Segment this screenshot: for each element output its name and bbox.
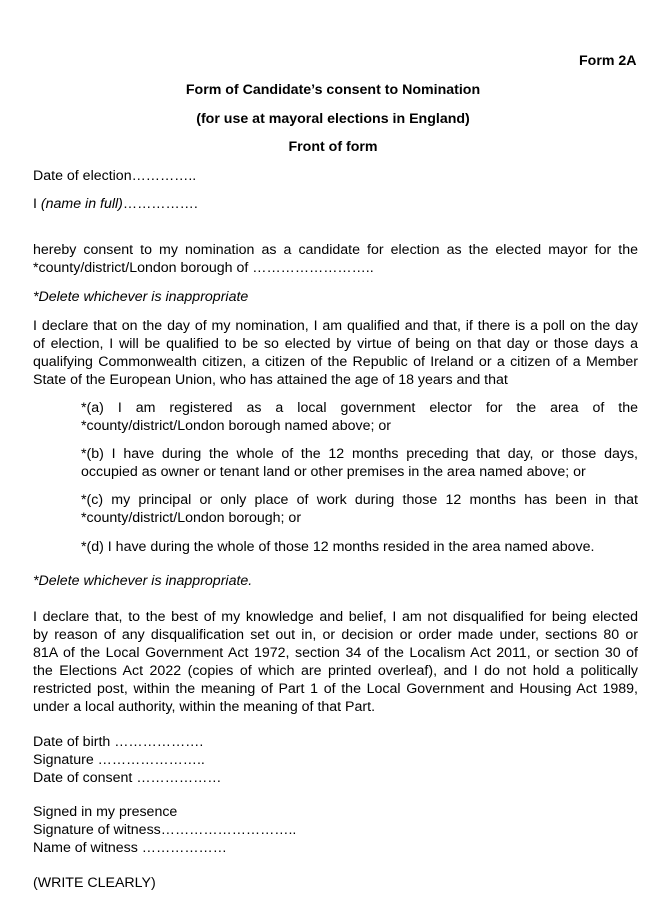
declaration-line: of election, I will be qualified to be so elected by virtue of being on that day or those days a	[33, 336, 638, 352]
consent-line: hereby consent to my nomination as a candidate for election as the elected mayor for the	[33, 242, 638, 258]
form-side-label: Front of form	[288, 139, 378, 155]
option-line: *county/district/London borough named above; or	[81, 418, 391, 434]
declaration-line: restricted post, within the meaning of Part 1 of the Local Government and Housing Act 1989,	[33, 681, 638, 697]
declaration-line: I declare that on the day of my nomination, I am qualified and that, if there is a poll on the day	[33, 318, 638, 334]
date-of-birth-field: Date of birth ……………….	[33, 734, 204, 750]
declaration-line: I declare that, to the best of my knowledge and belief, I am not disqualified for being elected	[33, 609, 638, 625]
full-name-label: (name in full)	[40, 196, 123, 212]
signature-field: Signature …………………..	[33, 752, 205, 768]
write-clearly-note: (WRITE CLEARLY)	[33, 875, 156, 891]
form-subtitle: (for use at mayoral elections in England)	[196, 111, 470, 127]
date-of-election-field: Date of election…………..	[33, 168, 197, 184]
witness-name-field: Name of witness ………………	[33, 840, 227, 856]
consent-paragraph	[33, 241, 638, 277]
option-line: *(a) I am registered as a local government elector for the area of the	[81, 400, 638, 416]
disqualification-declaration	[33, 608, 638, 716]
declaration-line: by reason of any disqualification set out in, or decision or order made under, sections 80 or	[33, 627, 638, 643]
option-d	[81, 538, 638, 556]
consent-line: *county/district/London borough of ……………………..	[33, 260, 374, 276]
signed-in-presence-label: Signed in my presence	[33, 804, 178, 820]
option-b	[81, 445, 638, 481]
candidate-signature-block	[33, 733, 221, 787]
option-line: *(b) I have during the whole of the 12 months preceding that day, or those days,	[81, 446, 638, 462]
full-name-dots: …………….	[122, 196, 198, 212]
qualification-declaration	[33, 317, 638, 389]
option-a	[81, 399, 638, 435]
option-c	[81, 491, 638, 527]
declaration-line: under a local authority, within the meaning of that Part.	[33, 699, 376, 715]
option-line: occupied as owner or tenant land or other premises in the area named above; or	[81, 464, 586, 480]
date-of-consent-field: Date of consent ………………	[33, 770, 222, 786]
option-line: *(c) my principal or only place of work during those 12 months has been in that	[81, 492, 638, 508]
option-line: *county/district/London borough; or	[81, 510, 302, 526]
delete-note: *Delete whichever is inappropriate	[33, 289, 249, 305]
witness-block	[33, 803, 296, 857]
declaration-line: 81A of the Local Government Act 1972, section 34 of the Localism Act 2011, or section 30 of	[33, 645, 638, 661]
full-name-field	[33, 196, 198, 212]
option-line: *(d) I have during the whole of those 12 months resided in the area named above.	[81, 539, 595, 555]
form-title: Form of Candidate’s consent to Nomination	[185, 82, 481, 98]
full-name-prefix: I	[33, 196, 41, 212]
declaration-line: the Elections Act 2022 (copies of which are printed overleaf), and I do not hold a politically	[33, 663, 638, 679]
declaration-line: qualifying Commonwealth citizen, a citizen of the Republic of Ireland or a citizen of a Member	[33, 354, 638, 370]
form-number: Form 2A	[579, 53, 637, 69]
delete-note-2: *Delete whichever is inappropriate.	[33, 573, 253, 589]
witness-signature-field: Signature of witness………………………..	[33, 822, 297, 838]
declaration-line: State of the European Union, who has attained the age of 18 years and that	[33, 372, 508, 388]
